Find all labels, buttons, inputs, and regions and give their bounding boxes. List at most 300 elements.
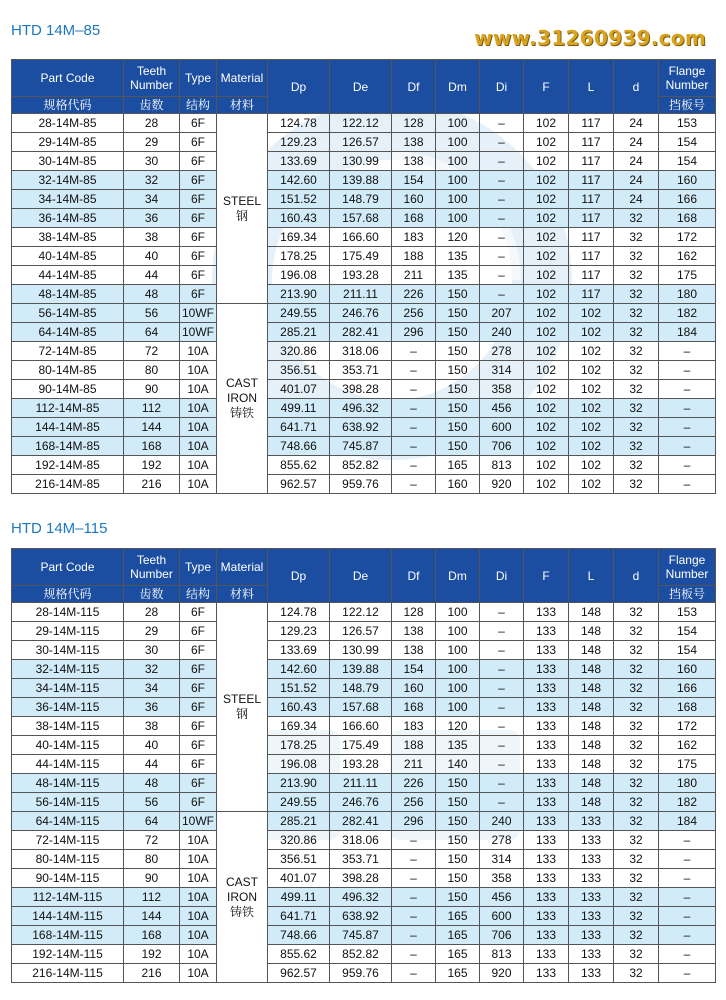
cell-di: – — [480, 114, 524, 133]
cell-dm: 150 — [436, 869, 480, 888]
table-row — [12, 133, 716, 152]
cell-f: 102 — [524, 418, 569, 437]
cell-flange: – — [659, 456, 716, 475]
cell-dm: 100 — [436, 698, 480, 717]
cell-de: 148.79 — [330, 190, 392, 209]
header-flange: Flange Number — [659, 60, 716, 97]
cell-dp: 962.57 — [268, 964, 330, 983]
cell-flange: – — [659, 475, 716, 494]
cell-dm: 100 — [436, 679, 480, 698]
cell-f: 102 — [524, 437, 569, 456]
cell-dp: 151.52 — [268, 190, 330, 209]
material-label: 钢 — [235, 707, 248, 721]
table-row — [12, 437, 716, 456]
cell-teeth: 48 — [124, 285, 180, 304]
cell-df: 138 — [392, 641, 436, 660]
cell-df: – — [392, 888, 436, 907]
cell-l: 148 — [569, 641, 614, 660]
cell-de: 745.87 — [330, 437, 392, 456]
cell-f: 133 — [524, 755, 569, 774]
cell-type: 6F — [180, 698, 217, 717]
cell-type: 10A — [180, 418, 217, 437]
cell-part-code: 32-14M-85 — [12, 171, 124, 190]
cell-flange: 154 — [659, 133, 716, 152]
cell-part-code: 144-14M-85 — [12, 418, 124, 437]
cell-df: – — [392, 456, 436, 475]
cell-de: 959.76 — [330, 475, 392, 494]
cell-teeth: 48 — [124, 774, 180, 793]
cell-de: 211.11 — [330, 285, 392, 304]
cell-de: 211.11 — [330, 774, 392, 793]
header-type: Type — [180, 60, 217, 97]
cell-de: 246.76 — [330, 304, 392, 323]
cell-di: 207 — [480, 304, 524, 323]
table-row — [12, 285, 716, 304]
cell-df: 138 — [392, 133, 436, 152]
cell-flange: – — [659, 945, 716, 964]
header-flange-cn: 挡板号 — [659, 97, 716, 114]
cell-de: 122.12 — [330, 114, 392, 133]
cell-di: 456 — [480, 399, 524, 418]
cell-type: 6F — [180, 774, 217, 793]
cell-l: 102 — [569, 456, 614, 475]
cell-de: 122.12 — [330, 603, 392, 622]
cell-l: 148 — [569, 622, 614, 641]
cell-dp: 160.43 — [268, 698, 330, 717]
cell-teeth: 80 — [124, 361, 180, 380]
table-row — [12, 888, 716, 907]
cell-l: 133 — [569, 926, 614, 945]
table-row — [12, 603, 716, 622]
cell-d: 32 — [614, 793, 659, 812]
cell-type: 6F — [180, 228, 217, 247]
cell-f: 102 — [524, 304, 569, 323]
table-row — [12, 228, 716, 247]
cell-flange: – — [659, 342, 716, 361]
cell-dm: 165 — [436, 926, 480, 945]
cell-dp: 151.52 — [268, 679, 330, 698]
cell-type: 10A — [180, 850, 217, 869]
cell-teeth: 30 — [124, 152, 180, 171]
cell-d: 32 — [614, 209, 659, 228]
cell-type: 10A — [180, 399, 217, 418]
cell-d: 32 — [614, 717, 659, 736]
cell-d: 24 — [614, 171, 659, 190]
cell-f: 133 — [524, 812, 569, 831]
cell-df: – — [392, 418, 436, 437]
cell-df: 211 — [392, 266, 436, 285]
cell-type: 10WF — [180, 812, 217, 831]
cell-type: 10A — [180, 945, 217, 964]
cell-part-code: 112-14M-85 — [12, 399, 124, 418]
cell-di: 600 — [480, 907, 524, 926]
cell-d: 32 — [614, 869, 659, 888]
cell-type: 6F — [180, 755, 217, 774]
header-part-code: Part Code — [12, 549, 124, 586]
cell-teeth: 34 — [124, 679, 180, 698]
cell-part-code: 29-14M-115 — [12, 622, 124, 641]
cell-dp: 124.78 — [268, 603, 330, 622]
header-l: L — [569, 60, 614, 114]
cell-type: 6F — [180, 285, 217, 304]
cell-l: 133 — [569, 888, 614, 907]
cell-flange: – — [659, 850, 716, 869]
cell-dp: 499.11 — [268, 399, 330, 418]
cell-f: 102 — [524, 323, 569, 342]
header-material: Material — [217, 549, 268, 586]
cell-dp: 160.43 — [268, 209, 330, 228]
cell-flange: – — [659, 926, 716, 945]
cell-type: 6F — [180, 679, 217, 698]
material-label: 铸铁 — [229, 406, 254, 420]
cell-flange: – — [659, 380, 716, 399]
cell-dm: 140 — [436, 755, 480, 774]
cell-df: 138 — [392, 622, 436, 641]
cell-dp: 124.78 — [268, 114, 330, 133]
cell-di: – — [480, 698, 524, 717]
cell-de: 175.49 — [330, 247, 392, 266]
table-row — [12, 945, 716, 964]
cell-df: 256 — [392, 793, 436, 812]
cell-dm: 100 — [436, 603, 480, 622]
cell-df: 128 — [392, 603, 436, 622]
cell-teeth: 56 — [124, 793, 180, 812]
cell-part-code: 28-14M-115 — [12, 603, 124, 622]
table-row — [12, 622, 716, 641]
cell-l: 133 — [569, 945, 614, 964]
cell-dp: 285.21 — [268, 812, 330, 831]
cell-part-code: 144-14M-115 — [12, 907, 124, 926]
cell-l: 117 — [569, 228, 614, 247]
cell-di: – — [480, 641, 524, 660]
cell-d: 32 — [614, 622, 659, 641]
cell-d: 32 — [614, 399, 659, 418]
cell-de: 130.99 — [330, 152, 392, 171]
cell-dp: 133.69 — [268, 152, 330, 171]
cell-flange: 154 — [659, 622, 716, 641]
cell-type: 10A — [180, 380, 217, 399]
cell-l: 102 — [569, 323, 614, 342]
cell-dp: 142.60 — [268, 660, 330, 679]
cell-teeth: 64 — [124, 812, 180, 831]
cell-part-code: 72-14M-115 — [12, 831, 124, 850]
header-dm: Dm — [436, 549, 480, 603]
table-row — [12, 907, 716, 926]
cell-teeth: 34 — [124, 190, 180, 209]
cell-teeth: 44 — [124, 266, 180, 285]
cell-dp: 178.25 — [268, 736, 330, 755]
cell-de: 852.82 — [330, 945, 392, 964]
cell-d: 32 — [614, 755, 659, 774]
cell-l: 117 — [569, 285, 614, 304]
cell-f: 102 — [524, 342, 569, 361]
cell-di: – — [480, 793, 524, 812]
cell-f: 133 — [524, 831, 569, 850]
table-row — [12, 399, 716, 418]
cell-df: – — [392, 964, 436, 983]
cell-di: 278 — [480, 831, 524, 850]
header-dp: Dp — [268, 60, 330, 114]
cell-dm: 165 — [436, 964, 480, 983]
cell-de: 126.57 — [330, 133, 392, 152]
cell-dp: 855.62 — [268, 456, 330, 475]
cell-d: 32 — [614, 926, 659, 945]
cell-di: – — [480, 755, 524, 774]
cell-dm: 150 — [436, 774, 480, 793]
cell-teeth: 44 — [124, 755, 180, 774]
header-type-cn: 结构 — [180, 586, 217, 603]
cell-part-code: 168-14M-115 — [12, 926, 124, 945]
cell-teeth: 168 — [124, 437, 180, 456]
cell-di: – — [480, 247, 524, 266]
header-teeth-cn: 齿数 — [124, 97, 180, 114]
cell-f: 133 — [524, 717, 569, 736]
cell-teeth: 112 — [124, 888, 180, 907]
cell-de: 175.49 — [330, 736, 392, 755]
cell-f: 133 — [524, 888, 569, 907]
cell-l: 102 — [569, 342, 614, 361]
cell-f: 133 — [524, 793, 569, 812]
cell-df: 160 — [392, 190, 436, 209]
cell-teeth: 192 — [124, 456, 180, 475]
cell-df: 183 — [392, 228, 436, 247]
cell-f: 133 — [524, 679, 569, 698]
cell-dp: 178.25 — [268, 247, 330, 266]
table-row — [12, 380, 716, 399]
cell-f: 102 — [524, 361, 569, 380]
cell-dp: 133.69 — [268, 641, 330, 660]
cell-l: 133 — [569, 907, 614, 926]
table-row — [12, 304, 716, 323]
cell-dm: 150 — [436, 793, 480, 812]
cell-flange: – — [659, 361, 716, 380]
cell-f: 133 — [524, 641, 569, 660]
header-di: Di — [480, 60, 524, 114]
cell-dp: 499.11 — [268, 888, 330, 907]
cell-l: 102 — [569, 418, 614, 437]
cell-df: – — [392, 380, 436, 399]
cell-dp: 169.34 — [268, 717, 330, 736]
cell-type: 6F — [180, 603, 217, 622]
cell-df: 211 — [392, 755, 436, 774]
cell-dm: 135 — [436, 247, 480, 266]
header-part-code-cn: 规格代码 — [12, 97, 124, 114]
header-type-cn: 结构 — [180, 97, 217, 114]
cell-flange: 160 — [659, 171, 716, 190]
cell-dp: 401.07 — [268, 869, 330, 888]
cell-dm: 100 — [436, 171, 480, 190]
cell-de: 745.87 — [330, 926, 392, 945]
table-row — [12, 323, 716, 342]
cell-type: 10A — [180, 907, 217, 926]
cell-flange: 172 — [659, 228, 716, 247]
cell-f: 102 — [524, 133, 569, 152]
cell-dm: 165 — [436, 456, 480, 475]
cell-type: 6F — [180, 622, 217, 641]
cell-d: 24 — [614, 133, 659, 152]
cell-di: – — [480, 660, 524, 679]
cell-part-code: 34-14M-115 — [12, 679, 124, 698]
cell-flange: 166 — [659, 679, 716, 698]
cell-type: 6F — [180, 717, 217, 736]
cell-df: – — [392, 361, 436, 380]
cell-part-code: 40-14M-115 — [12, 736, 124, 755]
cell-part-code: 56-14M-115 — [12, 793, 124, 812]
cell-type: 10A — [180, 831, 217, 850]
table-row — [12, 869, 716, 888]
table-body-115 — [12, 603, 716, 983]
cell-part-code: 29-14M-85 — [12, 133, 124, 152]
cell-f: 102 — [524, 228, 569, 247]
cell-dm: 120 — [436, 228, 480, 247]
table-row — [12, 679, 716, 698]
cell-part-code: 44-14M-115 — [12, 755, 124, 774]
cell-df: 256 — [392, 304, 436, 323]
cell-df: – — [392, 869, 436, 888]
website-url[interactable]: www.31260939.com — [474, 26, 706, 50]
cell-flange: 180 — [659, 774, 716, 793]
cell-teeth: 30 — [124, 641, 180, 660]
material-label: STEEL — [222, 193, 261, 208]
cell-flange: 153 — [659, 603, 716, 622]
cell-dm: 100 — [436, 209, 480, 228]
cell-type: 10A — [180, 342, 217, 361]
cell-part-code: 38-14M-85 — [12, 228, 124, 247]
cell-d: 32 — [614, 323, 659, 342]
cell-l: 133 — [569, 869, 614, 888]
cell-flange: 154 — [659, 152, 716, 171]
cell-f: 133 — [524, 736, 569, 755]
cell-dp: 129.23 — [268, 133, 330, 152]
cell-flange: – — [659, 399, 716, 418]
cell-d: 32 — [614, 660, 659, 679]
cell-dm: 150 — [436, 812, 480, 831]
cell-teeth: 72 — [124, 831, 180, 850]
cell-de: 282.41 — [330, 323, 392, 342]
cell-teeth: 29 — [124, 133, 180, 152]
cell-teeth: 80 — [124, 850, 180, 869]
cell-dm: 150 — [436, 361, 480, 380]
cell-type: 10A — [180, 361, 217, 380]
cell-l: 117 — [569, 133, 614, 152]
cell-f: 133 — [524, 660, 569, 679]
cell-d: 32 — [614, 285, 659, 304]
cell-teeth: 168 — [124, 926, 180, 945]
cell-l: 117 — [569, 247, 614, 266]
cell-dp: 129.23 — [268, 622, 330, 641]
cell-di: 314 — [480, 361, 524, 380]
cell-type: 6F — [180, 660, 217, 679]
table-row — [12, 152, 716, 171]
cell-de: 638.92 — [330, 907, 392, 926]
cell-dp: 213.90 — [268, 285, 330, 304]
cell-type: 6F — [180, 133, 217, 152]
cell-f: 102 — [524, 171, 569, 190]
cell-di: – — [480, 717, 524, 736]
cell-l: 102 — [569, 304, 614, 323]
cell-teeth: 144 — [124, 907, 180, 926]
header-teeth: Teeth Number — [124, 549, 180, 586]
cell-df: 188 — [392, 247, 436, 266]
header-de: De — [330, 549, 392, 603]
cell-dm: 100 — [436, 133, 480, 152]
table-row — [12, 755, 716, 774]
cell-df: – — [392, 945, 436, 964]
cell-part-code: 32-14M-115 — [12, 660, 124, 679]
cell-teeth: 216 — [124, 964, 180, 983]
table-row — [12, 418, 716, 437]
cell-df: 154 — [392, 660, 436, 679]
cell-di: 813 — [480, 456, 524, 475]
cell-di: 920 — [480, 964, 524, 983]
header-teeth: Teeth Number — [124, 60, 180, 97]
cell-l: 148 — [569, 774, 614, 793]
cell-f: 133 — [524, 622, 569, 641]
material-label: CAST — [225, 376, 258, 390]
cell-part-code: 30-14M-115 — [12, 641, 124, 660]
header-teeth-cn: 齿数 — [124, 586, 180, 603]
cell-part-code: 192-14M-85 — [12, 456, 124, 475]
cell-dm: 150 — [436, 399, 480, 418]
table-row — [12, 209, 716, 228]
cell-df: – — [392, 831, 436, 850]
cell-part-code: 216-14M-85 — [12, 475, 124, 494]
cell-d: 32 — [614, 812, 659, 831]
cell-de: 157.68 — [330, 209, 392, 228]
cell-l: 148 — [569, 736, 614, 755]
cell-df: – — [392, 850, 436, 869]
cell-d: 24 — [614, 114, 659, 133]
cell-d: 32 — [614, 964, 659, 983]
cell-df: – — [392, 475, 436, 494]
cell-df: – — [392, 437, 436, 456]
cell-l: 133 — [569, 831, 614, 850]
cell-di: 358 — [480, 869, 524, 888]
cell-teeth: 38 — [124, 228, 180, 247]
cell-df: 296 — [392, 323, 436, 342]
cell-part-code: 192-14M-115 — [12, 945, 124, 964]
cell-part-code: 216-14M-115 — [12, 964, 124, 983]
cell-l: 148 — [569, 679, 614, 698]
cell-type: 6F — [180, 171, 217, 190]
table-row — [12, 926, 716, 945]
cell-dp: 320.86 — [268, 831, 330, 850]
cell-de: 139.88 — [330, 660, 392, 679]
cell-f: 133 — [524, 945, 569, 964]
cell-dm: 100 — [436, 641, 480, 660]
header-dm: Dm — [436, 60, 480, 114]
cell-f: 133 — [524, 774, 569, 793]
cell-f: 133 — [524, 869, 569, 888]
table-row — [12, 660, 716, 679]
cell-part-code: 48-14M-115 — [12, 774, 124, 793]
cell-teeth: 144 — [124, 418, 180, 437]
cell-part-code: 90-14M-85 — [12, 380, 124, 399]
cell-flange: – — [659, 869, 716, 888]
table-row — [12, 698, 716, 717]
cell-d: 32 — [614, 850, 659, 869]
cell-l: 148 — [569, 698, 614, 717]
cell-l: 117 — [569, 114, 614, 133]
cell-di: – — [480, 603, 524, 622]
cell-d: 32 — [614, 888, 659, 907]
cell-dm: 150 — [436, 380, 480, 399]
table-row — [12, 475, 716, 494]
cell-teeth: 28 — [124, 114, 180, 133]
cell-d: 32 — [614, 304, 659, 323]
cell-type: 10A — [180, 456, 217, 475]
table-row — [12, 793, 716, 812]
